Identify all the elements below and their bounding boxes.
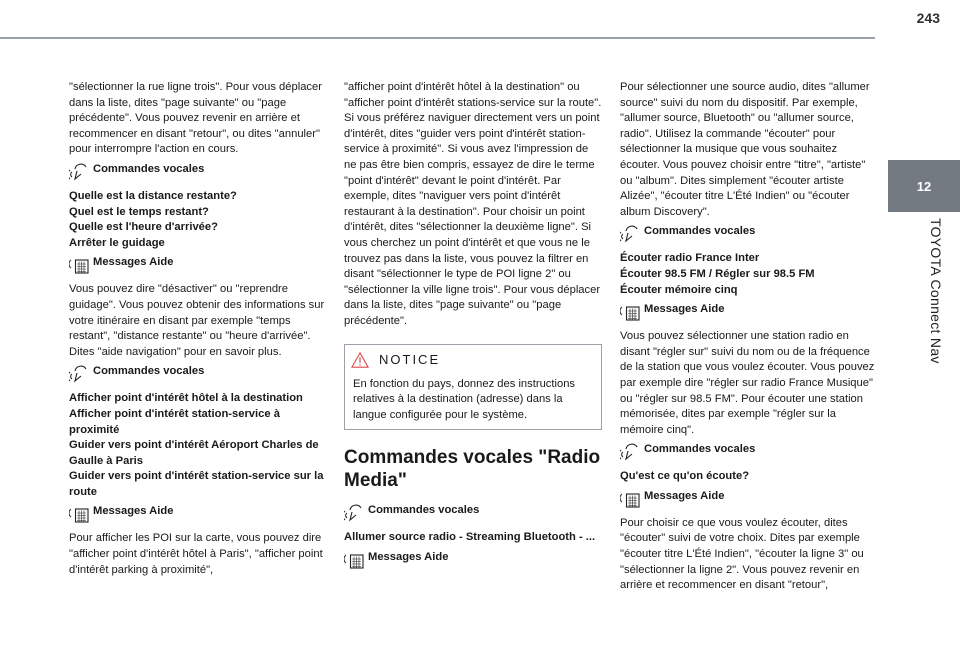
paragraph: Vous pouvez dire "désactiver" ou "reprendre guidage". Vous pouvez obtenir des informations sur votre itinéraire en disant par exemple "temps restant", "distance restante" ou "heure d'arrivée". Dites "aide navigation" pour en savoir plus. xyxy=(69,283,325,358)
help-messages-heading xyxy=(69,503,327,523)
header-rule xyxy=(0,37,875,39)
voice-command-icon xyxy=(620,223,640,243)
command-list xyxy=(69,189,327,251)
heading-label: Messages Aide xyxy=(93,256,174,269)
heading-label: Commandes vocales xyxy=(644,225,756,238)
help-message-icon xyxy=(69,254,89,274)
voice-commands-heading xyxy=(620,223,878,243)
command-line: Quelle est l'heure d'arrivée? xyxy=(69,221,218,234)
notice-box xyxy=(344,344,602,431)
heading-label: Commandes vocales xyxy=(93,365,205,378)
command-line: Guider vers point d'intérêt Aéroport Charles de Gaulle à Paris xyxy=(69,439,319,467)
column-3 xyxy=(620,80,878,594)
heading-label: Commandes vocales xyxy=(644,443,756,456)
voice-command-icon xyxy=(69,161,89,181)
command-line: Afficher point d'intérêt hôtel à la destination xyxy=(69,392,303,405)
command-line: Quelle est la distance restante? xyxy=(69,189,237,202)
heading-label: Messages Aide xyxy=(644,489,725,502)
help-message-icon xyxy=(344,549,364,569)
paragraph: Pour sélectionner une source audio, dites "allumer source" suivi du nom du dispositif. Par exemple, "allumer source, Bluetooth" ou "allumer source, radio". Utilisez la commande "écouter" pour sélectionner la musique que vous souhaitez écouter. Vous pouvez choisir entre "titre", "artiste" ou "album". Dites simplement "écouter artiste Alizée", "écouter titre L'Été Indien" ou "écouter album Discovery". xyxy=(620,81,870,218)
paragraph: "sélectionner la rue ligne trois". Pour vous déplacer dans la liste, dites "page suivante" ou "page précédente". Vous pouvez revenir en arrière et recommencer en disant "retour", ou dites "annuler" pour interrompre l'action en cours. xyxy=(69,81,322,156)
command-line: Afficher point d'intérêt station-service à proximité xyxy=(69,407,280,436)
command-line: Arrêter le guidage xyxy=(69,236,165,249)
command-line: Allumer source radio - Streaming Bluetooth - ... xyxy=(344,531,596,544)
notice-text: En fonction du pays, donnez des instructions relatives à la destination (adresse) dans la langue configurée pour le système. xyxy=(353,377,576,421)
chapter-badge: 12 xyxy=(888,160,960,212)
section-title: Commandes vocales "Radio Media" xyxy=(344,447,601,492)
heading-label: Messages Aide xyxy=(368,550,449,563)
command-line: Quel est le temps restant? xyxy=(69,205,209,218)
help-message-icon xyxy=(620,488,640,508)
voice-command-icon xyxy=(344,502,364,522)
section-side-title: TOYOTA Connect Nav xyxy=(928,218,944,364)
command-line: Écouter mémoire cinq xyxy=(620,283,738,296)
help-messages-heading xyxy=(620,301,878,321)
command-list xyxy=(620,251,878,298)
warning-icon xyxy=(351,351,369,369)
page-number: 243 xyxy=(916,10,940,26)
voice-commands-heading xyxy=(69,161,327,181)
heading-label: Commandes vocales xyxy=(93,162,205,175)
command-list xyxy=(69,391,327,500)
command-list xyxy=(620,469,878,485)
notice-header xyxy=(345,345,601,375)
help-message-icon xyxy=(620,301,640,321)
paragraph: "afficher point d'intérêt hôtel à la destination" ou "afficher point d'intérêt stations-service sur la route". Si vous préférez naviguer directement vers un point d'intérêt, dites "guider vers point d'intérêt station-service à proximité". Si vous avez l'impression de ne pas être bien compris, essayez de dire le terme "point d'intérêt" devant le point d'intérêt. Par exemple, dites "naviguer vers point d'intérêt restaurant à la destination". Pour choisir un point d'intérêt, dites "sélectionner la deuxième ligne". Si vous cherchez un point d'intérêt et que vous ne le trouvez pas dans la liste, vous pouvez la filtrer en disant "sélectionner le type de POI ligne 2" ou "sélectionner la ville ligne trois". Pour vous déplacer dans la liste, dites "page suivante" ou "page précédente". xyxy=(344,81,602,327)
heading-label: Messages Aide xyxy=(93,505,174,518)
voice-command-icon xyxy=(69,363,89,383)
voice-commands-heading xyxy=(69,363,327,383)
help-messages-heading xyxy=(620,488,878,508)
help-message-icon xyxy=(69,503,89,523)
paragraph: Pour afficher les POI sur la carte, vous pouvez dire "afficher point d'intérêt hôtel à Paris", "afficher point d'intérêt parking à proximité", xyxy=(69,532,323,576)
notice-title: NOTICE xyxy=(379,351,441,367)
column-2 xyxy=(344,80,602,577)
command-line: Qu'est ce qu'on écoute? xyxy=(620,470,750,483)
heading-label: Messages Aide xyxy=(644,303,725,316)
voice-commands-heading xyxy=(620,441,878,461)
command-line: Écouter radio France Inter xyxy=(620,252,760,265)
help-messages-heading xyxy=(344,549,602,569)
voice-commands-heading xyxy=(344,502,602,522)
heading-label: Commandes vocales xyxy=(368,504,480,517)
help-messages-heading xyxy=(69,254,327,274)
paragraph: Vous pouvez sélectionner une station radio en disant "régler sur" suivi du nom ou de la fréquence de la station que vous voulez écouter. Vous pouvez par exemple dire "régler sur radio France Musique" ou "régler sur 98.5 FM". Pour écouter une station mémorisée, dites par exemple "régler sur la mémoire cinq". xyxy=(620,330,875,436)
voice-command-icon xyxy=(620,441,640,461)
command-line: Guider vers point d'intérêt station-service sur la route xyxy=(69,470,324,498)
command-line: Écouter 98.5 FM / Régler sur 98.5 FM xyxy=(620,267,815,280)
column-1 xyxy=(69,80,327,578)
command-list xyxy=(344,530,602,546)
paragraph: Pour choisir ce que vous voulez écouter, dites "écouter" suivi de votre choix. Dites par exemple "écouter titre L'Été Indien", "écouter la ligne 3" ou "sélectionner la ligne 2". Vous pouvez revenir en arrière et recommencer en disant "retour", xyxy=(620,516,864,592)
